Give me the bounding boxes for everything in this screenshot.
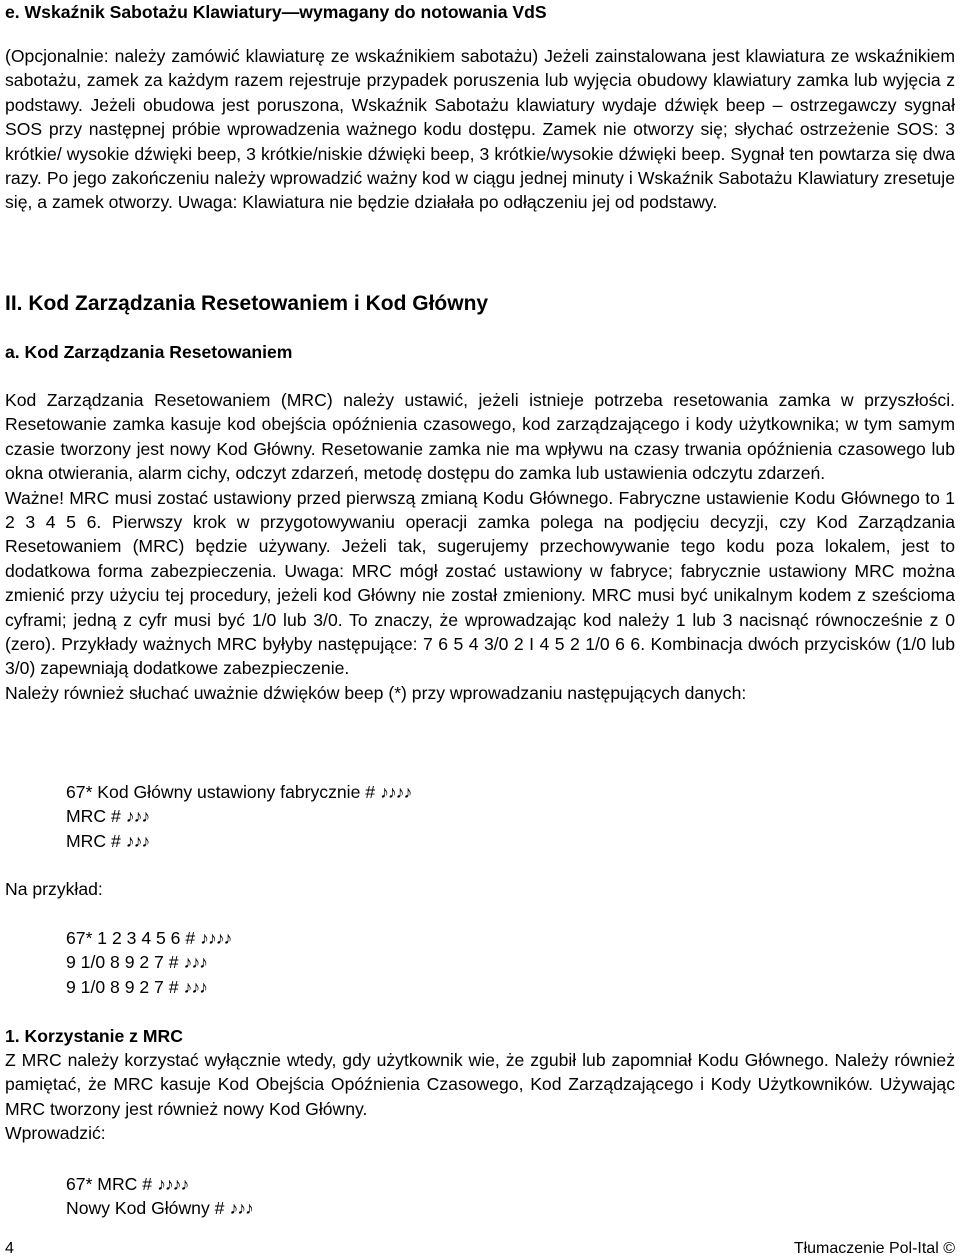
sec-e-paragraph: (Opcjonalnie: należy zamówić klawiaturę ze wskaźnikiem sabotażu) Jeżeli zainstalowana jest klawiatura ze wskaźnikiem sabotażu, zamek za każdym razem rejestruje przypadek poruszenia lub wyjęcia obudowy klawiatury zamka lub wyjęcia z podstawy. Jeżeli obudowa jest poruszona, Wskaźnik Sabotażu klawiatury wydaje dźwięk beep – ostrzegawczy sygnał SOS przy następnej próbie wprowadzenia ważnego kodu dostępu. Zamek nie otworzy się; słychać ostrzeżenie SOS: 3 krótkie/ wysokie dźwięki beep, 3 krótkie/niskie dźwięki beep, 3 krótkie/wysokie dźwięki beep. Sygnał ten powtarza się dwa razy. Po jego zakończeniu należy wprowadzić ważny kod w ciągu jednej minuty i Wskaźnik Sabotażu Klawiatury zresetuje się, a zamek otworzy. Uwaga: Klawiatura nie będzie działała po odłączeniu jej od podstawy. [5,46,955,213]
sec-ii-heading: II. Kod Zarządzania Resetowaniem i Kod Główny [5,292,489,315]
sequence-text: MRC # [66,806,121,827]
sequence-text: Nowy Kod Główny # [66,1198,225,1219]
beep-sequence-2 [66,926,231,999]
beep-notes-icon: ♪♪♪ [183,976,207,997]
mrc-paragraph-3: Należy również słuchać uważnie dźwięków beep (*) przy wprowadzaniu następujących danych: [5,682,747,703]
beep-sequence-1 [66,780,411,853]
sec-1-heading: 1. Korzystanie z MRC [5,1026,183,1046]
beep-notes-icon: ♪♪♪♪ [200,928,232,948]
sequence-line [66,926,231,950]
sec-e-title: e. Wskaźnik Sabotażu Klawiatury—wymagany do notowania VdS [5,2,547,22]
page-number: 4 [5,1240,14,1257]
sec-a-body [5,388,955,705]
beep-notes-icon: ♪♪♪ [125,806,150,827]
sequence-text: 67* Kod Główny ustawiony fabrycznie # [66,782,376,802]
sequence-line [66,829,411,853]
example-label: Na przykład: [5,879,103,899]
sec-a-heading: a. Kod Zarządzania Resetowaniem [5,342,293,362]
sequence-line [66,1172,253,1196]
beep-notes-icon: ♪♪♪ [125,830,150,851]
sequence-text: 67* MRC # [66,1174,153,1194]
mrc-paragraph-2: Ważne! MRC musi zostać ustawiony przed pierwszą zmianą Kodu Głównego. Fabryczne ustawienie Kodu Głównego to 1 2 3 4 5 6. Pierwszy krok w przygotowywaniu operacji zamka polega na podjęciu decyzji, czy Kod Zarządzania Resetowaniem (MRC) będzie używany. Jeżeli tak, sugerujemy przechowywanie tego kodu poza lokalem, jest to dodatkowa forma zabezpieczenia. Uwaga: MRC mógł zostać ustawiony w fabryce; fabrycznie ustawiony MRC można zmienić przy użyciu tej procedury, jeżeli kod Główny nie został zmieniony. MRC musi być unikalnym kodem z sześcioma cyframi; jedną z cyfr musi być 1/0 lub 3/0. To znaczy, że wprowadzając kod należy 1 lub 3 nacisnąć równocześnie z 0 (zero). Przykłady ważnych MRC byłyby następujące: 7 6 5 4 3/0 2 I 4 5 2 1/0 6 6. Kombinacja dwóch przycisków (1/0 lub 3/0) zapewniają dodatkowe zabezpieczenie. [5,487,955,679]
sec-1-body [5,1048,955,1146]
mrc-paragraph-1: Kod Zarządzania Resetowaniem (MRC) należy ustawić, jeżeli istnieje potrzeba resetowania zamka w przyszłości. Resetowanie zamka kasuje kod obejścia opóźnienia czasowego, kod zarządzającego i kody użytkownika; w tym samym czasie tworzony jest nowy Kod Główny. Resetowanie zamka nie ma wpływu na czasy trwania opóźnienia czasowego lub okna otwierania, alarm cichy, odczyt zdarzeń, metodę dostępu do zamka lub ustawienia odczytu zdarzeń. [5,390,955,484]
beep-sequence-3 [66,1172,253,1221]
footer-brand: Tłumaczenie Pol-Ital © [793,1240,955,1257]
sec-e-body [5,44,955,215]
sequence-text: 9 1/0 8 9 2 7 # [66,952,179,973]
sequence-text: 67* 1 2 3 4 5 6 # [66,928,196,948]
beep-notes-icon: ♪♪♪♪ [379,782,412,802]
beep-notes-icon: ♪♪♪ [183,952,207,973]
sequence-line [66,780,411,804]
sec-1-paragraph: Z MRC należy korzystać wyłącznie wtedy, gdy użytkownik wie, że zgubił lub zapomniał Kodu Głównego. Należy również pamiętać, że MRC kasuje Kod Obejścia Opóźnienia Czasowego, Kod Zarządzającego i Kody Użytkowników. Używając MRC tworzony jest również nowy Kod Główny. [5,1050,955,1119]
beep-notes-icon: ♪♪♪ [229,1198,253,1219]
sequence-line [66,1196,253,1220]
sequence-line [66,804,411,828]
sequence-text: MRC # [66,830,121,851]
enter-label: Wprowadzić: [5,1123,106,1144]
beep-notes-icon: ♪♪♪♪ [156,1174,189,1194]
sequence-line [66,950,231,974]
sequence-line [66,975,231,999]
sequence-text: 9 1/0 8 9 2 7 # [66,976,179,997]
